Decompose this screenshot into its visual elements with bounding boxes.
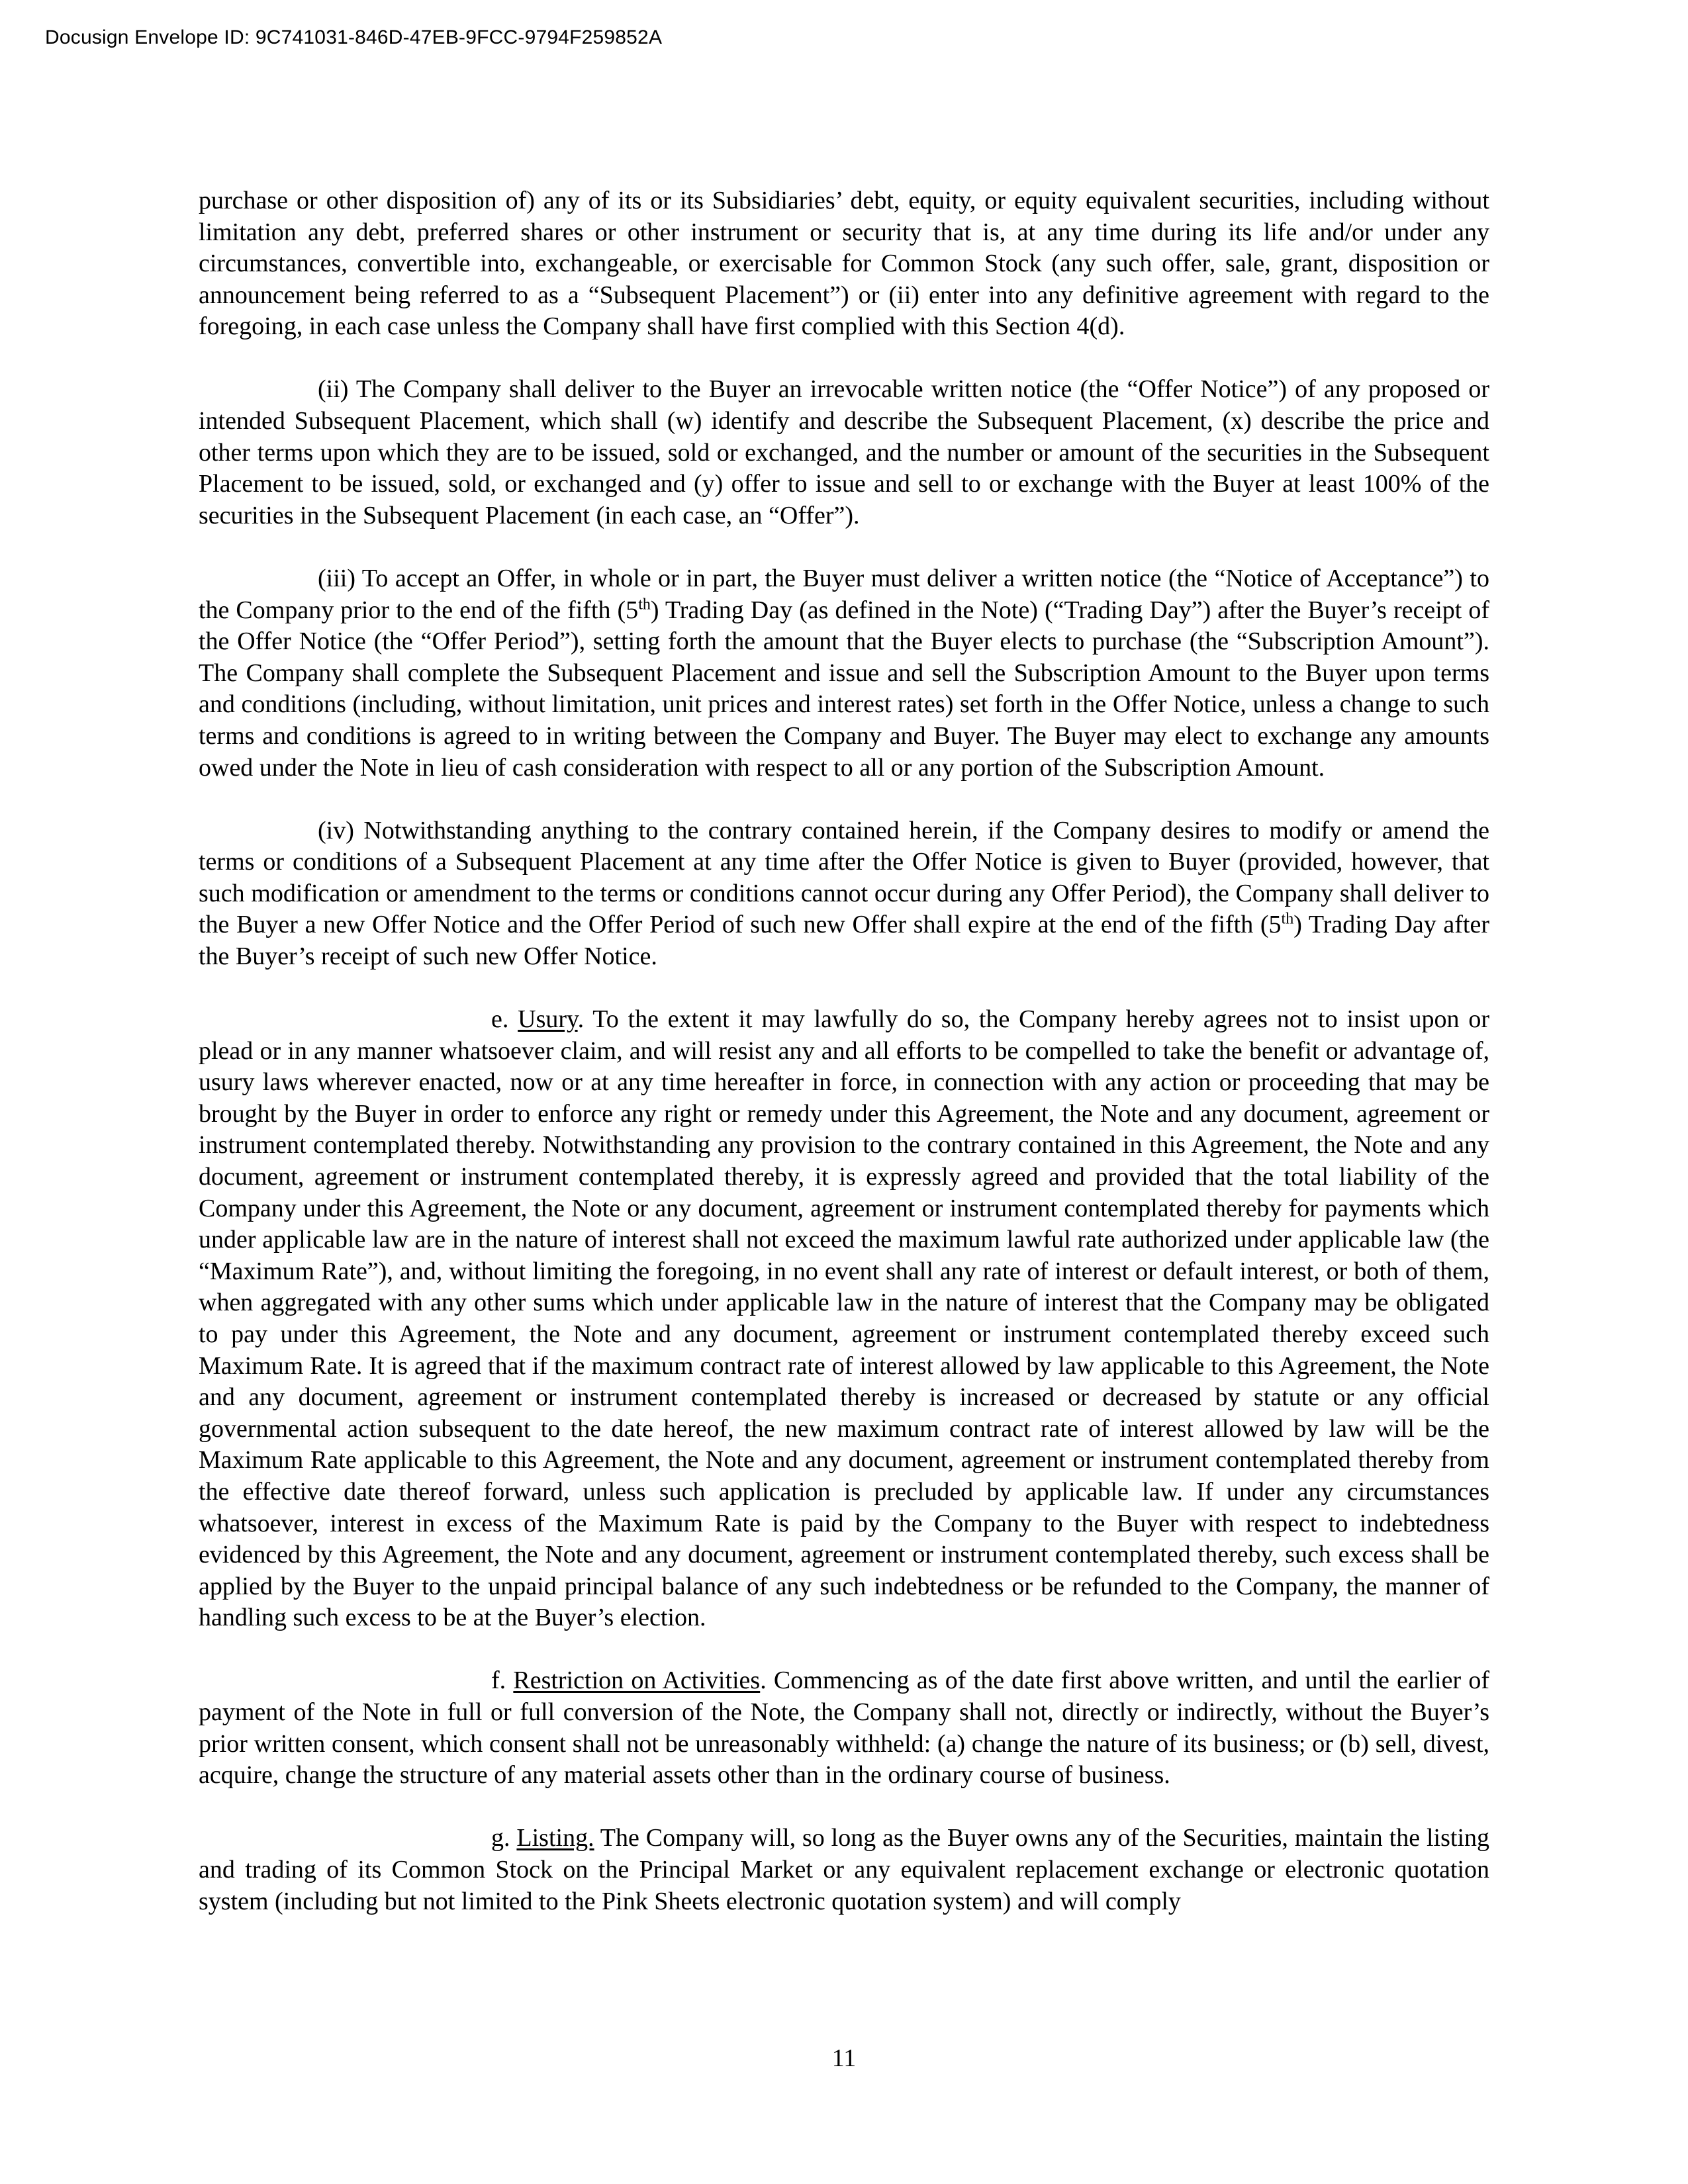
- paragraph-ii-offer-notice: (ii) The Company shall deliver to the Buyer an irrevocable written notice (the “Offer Notice”) of any proposed or intended Subsequent Placement, which shall (w) identify and describe the Subsequent Placement, (x) describe the price and other terms upon which they are to be issued, sold or exchanged, and the number or amount of the securities in the Subsequent Placement to be issued, sold, or exchanged and (y) offer to issue and sell to or exchange with the Buyer at least 100% of the securities in the Subsequent Placement (in each case, an “Offer”).: [199, 375, 1489, 529]
- section-g-label: g.: [491, 1824, 517, 1852]
- paragraph-iv-text-a: (iv) Notwithstanding anything to the contrary contained herein, if the Company desires to modify or amend the terms or conditions of a Subsequent Placement at any time after the Offer Notice is given to Buyer (provided, however, that such modification or amendment to the terms or conditions cannot occur during any Offer Period), the Company shall deliver to the Buyer a new Offer Notice and the Offer Period of such new Offer shall expire at the end of the fifth (5: [199, 816, 1489, 939]
- paragraph-continuation: purchase or other disposition of) any of its or its Subsidiaries’ debt, equity, or equity equivalent securities, including without limitation any debt, preferred shares or other instrument or security that is, at any time during its life and/or under any circumstances, convertible into, exchangeable, or exercisable for Common Stock (any such offer, sale, grant, disposition or announcement being referred to as a “Subsequent Placement”) or (ii) enter into any definitive agreement with regard to the foregoing, in each case unless the Company shall have first complied with this Section 4(d).: [199, 187, 1489, 341]
- paragraph-iv-text-b: ) Trading Day after the Buyer’s receipt of such new Offer Notice.: [199, 911, 1489, 970]
- section-f-text: . Commencing as of the date first above written, and until the earlier of payment of the Note in full or full conversion of the Note, the Company shall not, directly or indirectly, without the Buyer’s prior written consent, which consent shall not be unreasonably withheld: (a) change the nature of its business; or (b) sell, divest, acquire, change the structure of any material assets other than in the ordinary course of business.: [199, 1666, 1490, 1790]
- section-f-label: f.: [491, 1666, 514, 1695]
- section-e-usury: [199, 1004, 1489, 1634]
- section-f-restriction: [199, 1665, 1489, 1791]
- docusign-envelope-id: Docusign Envelope ID: 9C741031-846D-47EB-9FCC-9794F259852A: [45, 26, 663, 48]
- document-body: [199, 185, 1489, 1917]
- section-e-heading: Usury: [518, 1005, 578, 1034]
- section-g-text: The Company will, so long as the Buyer owns any of the Securities, maintain the listing and trading of its Common Stock on the Principal Market or any equivalent replacement exchange or electronic quotation system (including but not limited to the Pink Sheets electronic quotation system) and will comply: [199, 1824, 1489, 1915]
- section-g-heading: Listing.: [516, 1824, 594, 1852]
- page-number: 11: [831, 2044, 857, 2072]
- paragraph-iii-acceptance: [199, 563, 1489, 784]
- section-e-text: . To the extent it may lawfully do so, the Company hereby agrees not to insist upon or plead or in any manner whatsoever claim, and will resist any and all efforts to be compelled to take the benefit or advantage of, usury laws wherever enacted, now or at any time hereafter in force, in connection with any action or proceeding that may be brought by the Buyer in order to enforce any right or remedy under this Agreement, the Note and any document, agreement or instrument contemplated thereby. Notwithstanding any provision to the contrary contained in this Agreement, the Note and any document, agreement or instrument contemplated thereby, it is expressly agreed and provided that the total liability of the Company under this Agreement, the Note or any document, agreement or instrument contemplated thereby for payments which under applicable law are in the nature of interest shall not exceed the maximum lawful rate authorized under applicable law (the “Maximum Rate”), and, without limiting the foregoing, in no event shall any rate of interest or default interest, or both of them, when aggregated with any other sums which under applicable law in the nature of interest that the Company may be obligated to pay under this Agreement, the Note and any document, agreement or instrument contemplated thereby exceed such Maximum Rate. It is agreed that if the maximum contract rate of interest allowed by law applicable to this Agreement, the Note and any document, agreement or instrument contemplated thereby is increased or decreased by statute or any official governmental action subsequent to the date hereof, the new maximum contract rate of interest allowed by law will be the Maximum Rate applicable to this Agreement, the Note and any document, agreement or instrument contemplated thereby from the effective date thereof forward, unless such application is precluded by applicable law. If under any circumstances whatsoever, interest in excess of the Maximum Rate is paid by the Company to the Buyer with respect to indebtedness evidenced by this Agreement, the Note and any document, agreement or instrument contemplated thereby, such excess shall be applied by the Buyer to the unpaid principal balance of any such indebtedness or be refunded to the Company, the manner of handling such excess to be at the Buyer’s election.: [199, 1005, 1489, 1632]
- paragraph-iii-text-a: (iii) To accept an Offer, in whole or in part, the Buyer must deliver a written notice (the “Notice of Acceptance”) to the Company prior to the end of the fifth (5: [199, 564, 1489, 624]
- section-f-heading: Restriction on Activities: [513, 1666, 761, 1695]
- section-g-listing: [199, 1823, 1489, 1917]
- paragraph-iii-text-b: ) Trading Day (as defined in the Note) (“Trading Day”) after the Buyer’s receipt of the Offer Notice (the “Offer Period”), setting forth the amount that the Buyer elects to purchase (the “Subscription Amount”). The Company shall complete the Subsequent Placement and issue and sell the Subscription Amount to the Buyer upon terms and conditions (including, without limitation, unit prices and interest rates) set forth in the Offer Notice, unless a change to such terms and conditions is agreed to in writing between the Company and Buyer. The Buyer may elect to exchange any amounts owed under the Note in lieu of cash consideration with respect to all or any portion of the Subscription Amount.: [199, 596, 1489, 782]
- superscript-th: th: [638, 595, 651, 613]
- superscript-th: th: [1281, 910, 1294, 928]
- section-e-label: e.: [491, 1005, 518, 1034]
- paragraph-iv-modification: [199, 815, 1489, 973]
